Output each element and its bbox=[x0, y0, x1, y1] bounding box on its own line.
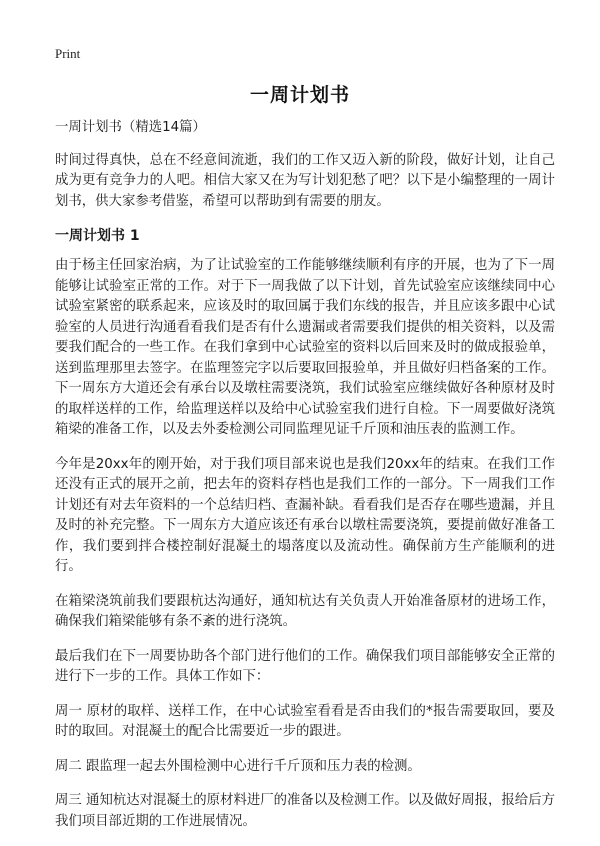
body-paragraph: 今年是20xx年的刚开始，对于我们项目部来说也是我们20xx年的结束。在我们工作还没有正式的展开之前，把去年的资料存档也是我们工作的一部分。下一周我们工作计划还有对去年资料的一个总结归档、查漏补缺。看看我们是否存在哪些遗漏，并且及时的补充完整。下一周东方大道应该还有承台以墩柱需要浇筑，要提前做好准备工作，我们要到拌合楼控制好混凝土的塌落度以及流动性。确保前方生产能顺利的进行。 bbox=[55, 456, 555, 574]
body-paragraph: 最后我们在下一周要协助各个部门进行他们的工作。确保我们项目部能够安全正常的进行下一步的工作。具体工作如下： bbox=[55, 648, 555, 684]
document-title: 一周计划书 bbox=[249, 84, 350, 106]
document-subtitle: 一周计划书（精选14篇） bbox=[55, 120, 206, 135]
body-paragraph: 由于杨主任回家治病，为了让试验室的工作能够继续顺利有序的开展，也为了下一周能够让试验室正常的工作。对于下一周我做了以下计划，首先试验室应该继续同中心试验室紧密的联系起来，应该及时的取回属于我们东线的报告，并且应该多跟中心试验室的人员进行沟通看看我们是否有什么遗漏或者需要我们提供的相关资料，以及需要我们配合的一些工作。在我们拿到中心试验室的资料以后回来及时的做成报验单，送到监理那里去签字。在监理签完字以后要取回报验单，并且做好归档备案的工作。下一周东方大道还会有承台以及墩柱需要浇筑，我们试验室应继续做好各种原材及时的取样送样的工作，给监理送样以及给中心试验室我们进行自检。下一周要做好浇筑箱梁的准备工作，以及去外委检测公司同监理见证千斤顶和油压表的监测工作。 bbox=[55, 258, 555, 437]
section-heading: 一周计划书 1 bbox=[55, 228, 140, 244]
document-body bbox=[55, 118, 555, 846]
body-paragraph: 在箱梁浇筑前我们要跟杭达沟通好，通知杭达有关负责人开始准备原材的进场工作，确保我们箱梁能够有条不紊的进行浇筑。 bbox=[55, 593, 555, 629]
print-link[interactable]: Print bbox=[55, 46, 81, 61]
body-paragraph: 周三 通知杭达对混凝土的原材料进厂的准备以及检测工作。以及做好周报，报给后方我们项目部近期的工作进展情况。 bbox=[55, 793, 555, 829]
intro-paragraph: 时间过得真快，总在不经意间流逝，我们的工作又迈入新的阶段，做好计划，让自己成为更有竞争力的人吧。相信大家又在为写计划犯愁了吧？以下是小编整理的一周计划书，供大家参考借鉴，希望可以帮助到有需要的朋友。 bbox=[55, 152, 555, 209]
body-paragraph: 周一 原材的取样、送样工作，在中心试验室看看是否由我们的*报告需要取回，要及时的取回。对混凝土的配合比需要近一步的跟进。 bbox=[55, 703, 555, 739]
body-paragraph: 周二 跟监理一起去外围检测中心进行千斤顶和压力表的检测。 bbox=[55, 758, 421, 774]
